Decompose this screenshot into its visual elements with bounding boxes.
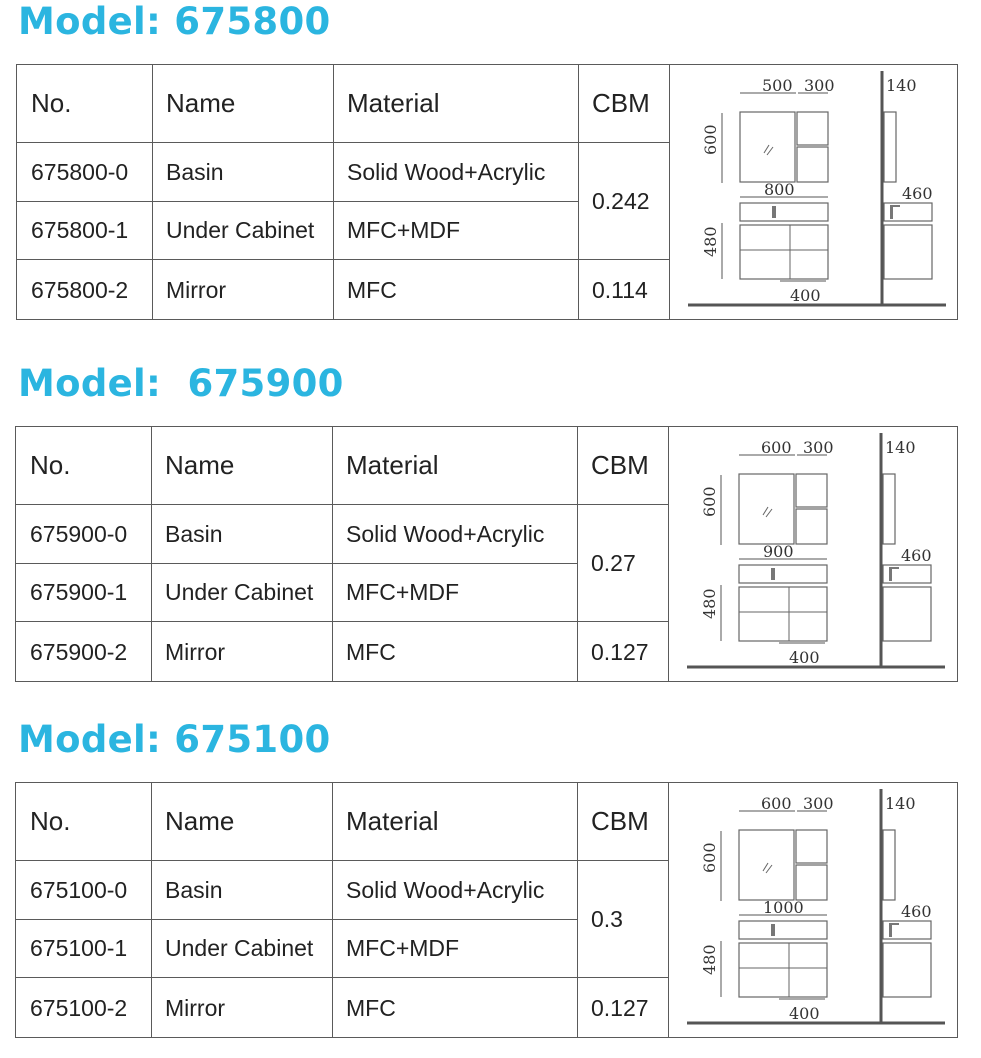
cell-no: 675900-0 [30,520,128,547]
cell-no: 675900-2 [30,638,128,665]
cell-name: Basin [165,876,223,903]
model-spec-table [15,782,958,1038]
cell-material: MFC+MDF [346,935,460,961]
product-drawing [669,427,957,681]
dim-mirror-width: 600 [761,438,792,457]
dim-mirror-width: 500 [762,76,793,95]
column-header-name: Name [165,806,235,836]
cell-no: 675900-1 [30,579,128,605]
model-spec-table [15,426,958,682]
dim-side-depth-top: 140 [885,794,916,813]
cell-cbm-basin-cabinet: 0.242 [592,187,650,214]
cell-name: Mirror [165,638,226,665]
dim-small-cabinet-width: 400 [790,286,821,305]
model-title: Model: 675900 [18,362,344,405]
dim-mirror-width: 600 [761,794,792,813]
cell-name: Basin [165,520,223,547]
cabinet-shape [739,587,827,641]
dim-small-cabinet-width: 400 [789,648,820,667]
column-header-material: Material [346,806,439,836]
dim-cabinet-height: 480 [700,944,719,975]
model-title: Model: 675100 [18,718,331,761]
cell-no: 675800-0 [31,158,129,185]
cell-material: Solid Wood+Acrylic [346,876,545,903]
model-spec-table [16,64,958,320]
cabinet-shape [739,943,827,997]
column-header-cbm: CBM [591,450,649,480]
dim-basin-width: 800 [764,180,795,199]
dim-side-depth-top: 140 [885,438,916,457]
dim-mirror-height: 600 [700,486,719,517]
cell-material: MFC [346,638,396,665]
product-drawing [670,65,958,319]
column-header-no: No. [31,88,72,118]
cell-material: MFC+MDF [347,217,461,243]
cell-no: 675100-0 [30,876,128,903]
column-header-material: Material [346,450,439,480]
model-title: Model: 675800 [18,0,331,43]
cell-material: MFC [346,994,396,1021]
column-header-name: Name [165,450,235,480]
cell-no: 675800-2 [31,276,129,303]
cell-name: Basin [166,158,224,185]
column-header-no: No. [30,450,71,480]
dim-side-depth-bottom: 460 [901,902,932,921]
basin-shape [739,921,827,939]
dimension-drawing [669,783,957,1035]
column-header-material: Material [347,88,440,118]
cell-cbm-basin-cabinet: 0.27 [591,549,636,576]
dim-shelf-width: 300 [804,76,835,95]
cell-no: 675100-1 [30,935,128,961]
column-header-name: Name [166,88,236,118]
cell-cbm-mirror: 0.127 [591,994,649,1021]
cell-name: Under Cabinet [166,217,315,243]
dim-side-depth-bottom: 460 [902,184,933,203]
cell-no: 675100-2 [30,994,128,1021]
column-header-cbm: CBM [591,806,649,836]
dim-cabinet-height: 480 [700,588,719,619]
dim-shelf-width: 300 [803,438,834,457]
basin-shape [739,565,827,583]
dim-cabinet-height: 480 [701,226,720,257]
dimension-drawing [670,65,958,317]
cell-material: Solid Wood+Acrylic [346,520,545,547]
column-header-cbm: CBM [592,88,650,118]
cell-name: Under Cabinet [165,935,314,961]
cell-material: MFC [347,276,397,303]
cell-name: Under Cabinet [165,579,314,605]
dim-side-depth-top: 140 [886,76,917,95]
cell-name: Mirror [165,994,226,1021]
dim-shelf-width: 300 [803,794,834,813]
cell-material: MFC+MDF [346,579,460,605]
column-header-no: No. [30,806,71,836]
cell-no: 675800-1 [31,217,129,243]
dim-small-cabinet-width: 400 [789,1004,820,1023]
product-drawing [669,783,957,1037]
cell-cbm-basin-cabinet: 0.3 [591,905,623,932]
dim-mirror-height: 600 [700,842,719,873]
dimension-drawing [669,427,957,679]
dim-mirror-height: 600 [701,124,720,155]
cell-material: Solid Wood+Acrylic [347,158,546,185]
dim-basin-width: 900 [763,542,794,561]
cell-cbm-mirror: 0.114 [592,276,648,303]
dim-basin-width: 1000 [763,898,804,917]
dim-side-depth-bottom: 460 [901,546,932,565]
cell-name: Mirror [166,276,227,303]
cabinet-shape [740,225,828,279]
basin-shape [740,203,828,221]
cell-cbm-mirror: 0.127 [591,638,649,665]
